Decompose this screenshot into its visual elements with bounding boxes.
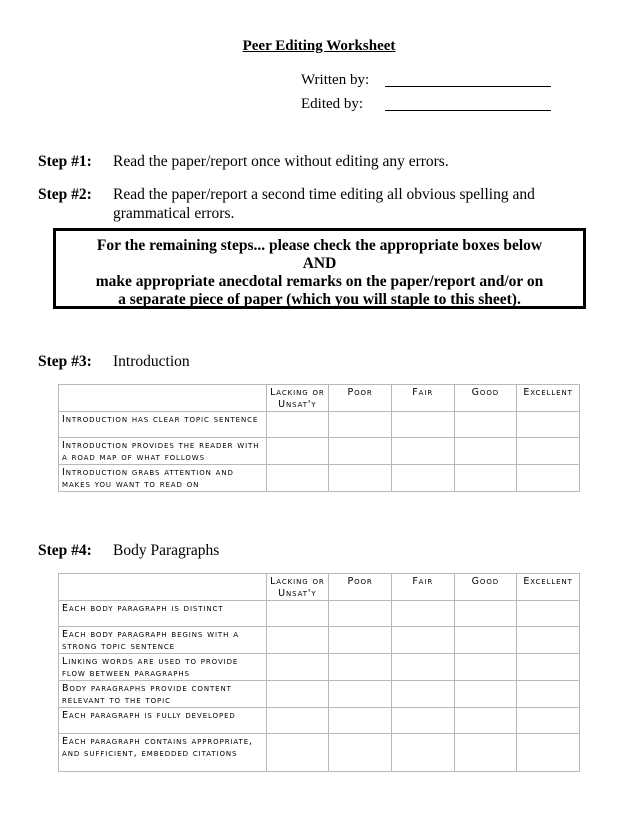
checkbox-cell[interactable] xyxy=(329,708,392,734)
checkbox-cell[interactable] xyxy=(517,681,580,708)
step-4-text: Body Paragraphs xyxy=(113,542,220,559)
checkbox-cell[interactable] xyxy=(391,465,454,492)
step-3-text: Introduction xyxy=(113,353,190,370)
table-row xyxy=(59,465,580,492)
checkbox-cell[interactable] xyxy=(329,627,392,654)
table-row xyxy=(59,412,580,438)
written-by-label: Written by: xyxy=(301,72,370,88)
checkbox-cell[interactable] xyxy=(329,654,392,681)
criterion-label: Each paragraph contains appropriate, and sufficient, embedded citations xyxy=(59,734,267,772)
checkbox-cell[interactable] xyxy=(454,681,517,708)
checkbox-cell[interactable] xyxy=(454,465,517,492)
checkbox-cell[interactable] xyxy=(454,627,517,654)
step-3-number: Step #3: xyxy=(38,353,92,370)
checkbox-cell[interactable] xyxy=(266,601,329,627)
checkbox-cell[interactable] xyxy=(454,438,517,465)
criterion-label: Body paragraphs provide content relevant to the topic xyxy=(59,681,267,708)
criteria-header xyxy=(59,574,267,601)
step-2-text: Read the paper/report a second time editing all obvious spelling and grammatical errors. xyxy=(113,186,535,222)
checkbox-cell[interactable] xyxy=(391,654,454,681)
instructions-line-4: a separate piece of paper (which you will staple to this sheet). xyxy=(118,291,521,308)
written-by-line[interactable] xyxy=(385,86,551,87)
checkbox-cell[interactable] xyxy=(517,708,580,734)
worksheet-title: Peer Editing Worksheet xyxy=(242,38,396,54)
checkbox-cell[interactable] xyxy=(517,654,580,681)
checkbox-cell[interactable] xyxy=(517,734,580,772)
checkbox-cell[interactable] xyxy=(454,708,517,734)
written-by-row xyxy=(301,72,369,89)
checkbox-cell[interactable] xyxy=(266,734,329,772)
criterion-label: Each paragraph is fully developed xyxy=(59,708,267,734)
instructions-line-1: For the remaining steps... please check the appropriate boxes below xyxy=(96,237,543,254)
col-header-excellent: Excellent xyxy=(517,385,580,412)
step-2-number: Step #2: xyxy=(38,186,92,203)
col-header-good: Good xyxy=(454,574,517,601)
checkbox-cell[interactable] xyxy=(391,734,454,772)
criteria-header xyxy=(59,385,267,412)
checkbox-cell[interactable] xyxy=(266,681,329,708)
checkbox-cell[interactable] xyxy=(517,465,580,492)
checkbox-cell[interactable] xyxy=(454,601,517,627)
table-row xyxy=(59,681,580,708)
checkbox-cell[interactable] xyxy=(454,734,517,772)
criterion-label: Each body paragraph is distinct xyxy=(59,601,267,627)
checkbox-cell[interactable] xyxy=(517,601,580,627)
checkbox-cell[interactable] xyxy=(517,627,580,654)
checkbox-cell[interactable] xyxy=(391,601,454,627)
col-header-lacking: Lacking or Unsat'y xyxy=(266,385,329,412)
checkbox-cell[interactable] xyxy=(517,412,580,438)
edited-by-row xyxy=(301,96,363,113)
criterion-label: Each body paragraph begins with a strong topic sentence xyxy=(59,627,267,654)
body-paragraphs-rubric-table xyxy=(58,573,580,772)
criterion-label: Introduction has clear topic sentence xyxy=(59,412,267,438)
table-header-row xyxy=(59,574,580,601)
checkbox-cell[interactable] xyxy=(329,601,392,627)
criterion-label: Introduction provides the reader with a road map of what follows xyxy=(59,438,267,465)
instructions-box xyxy=(53,228,586,309)
checkbox-cell[interactable] xyxy=(329,681,392,708)
checkbox-cell[interactable] xyxy=(517,438,580,465)
checkbox-cell[interactable] xyxy=(266,465,329,492)
col-header-lacking: Lacking or Unsat'y xyxy=(266,574,329,601)
checkbox-cell[interactable] xyxy=(329,734,392,772)
edited-by-label: Edited by: xyxy=(301,96,364,112)
table-header-row xyxy=(59,385,580,412)
checkbox-cell[interactable] xyxy=(329,438,392,465)
instructions-line-3: make appropriate anecdotal remarks on the paper/report and/or on xyxy=(95,273,544,290)
table-row xyxy=(59,627,580,654)
checkbox-cell[interactable] xyxy=(391,627,454,654)
col-header-poor: Poor xyxy=(329,574,392,601)
checkbox-cell[interactable] xyxy=(454,654,517,681)
checkbox-cell[interactable] xyxy=(391,438,454,465)
checkbox-cell[interactable] xyxy=(454,412,517,438)
col-header-poor: Poor xyxy=(329,385,392,412)
instructions-line-2: AND xyxy=(302,255,337,272)
step-1-number: Step #1: xyxy=(38,153,92,170)
col-header-fair: Fair xyxy=(391,385,454,412)
criterion-label: Introduction grabs attention and makes you want to read on xyxy=(59,465,267,492)
col-header-excellent: Excellent xyxy=(517,574,580,601)
table-row xyxy=(59,708,580,734)
checkbox-cell[interactable] xyxy=(329,465,392,492)
checkbox-cell[interactable] xyxy=(266,412,329,438)
edited-by-line[interactable] xyxy=(385,110,551,111)
step-4-number: Step #4: xyxy=(38,542,92,559)
introduction-rubric-table xyxy=(58,384,580,492)
checkbox-cell[interactable] xyxy=(266,708,329,734)
table-row xyxy=(59,438,580,465)
checkbox-cell[interactable] xyxy=(266,654,329,681)
checkbox-cell[interactable] xyxy=(391,681,454,708)
criterion-label: Linking words are used to provide flow between paragraphs xyxy=(59,654,267,681)
checkbox-cell[interactable] xyxy=(391,708,454,734)
col-header-good: Good xyxy=(454,385,517,412)
col-header-fair: Fair xyxy=(391,574,454,601)
table-row xyxy=(59,734,580,772)
step-1-text: Read the paper/report once without editing any errors. xyxy=(113,153,449,170)
table-row xyxy=(59,601,580,627)
table-row xyxy=(59,654,580,681)
checkbox-cell[interactable] xyxy=(266,438,329,465)
checkbox-cell[interactable] xyxy=(266,627,329,654)
checkbox-cell[interactable] xyxy=(391,412,454,438)
checkbox-cell[interactable] xyxy=(329,412,392,438)
